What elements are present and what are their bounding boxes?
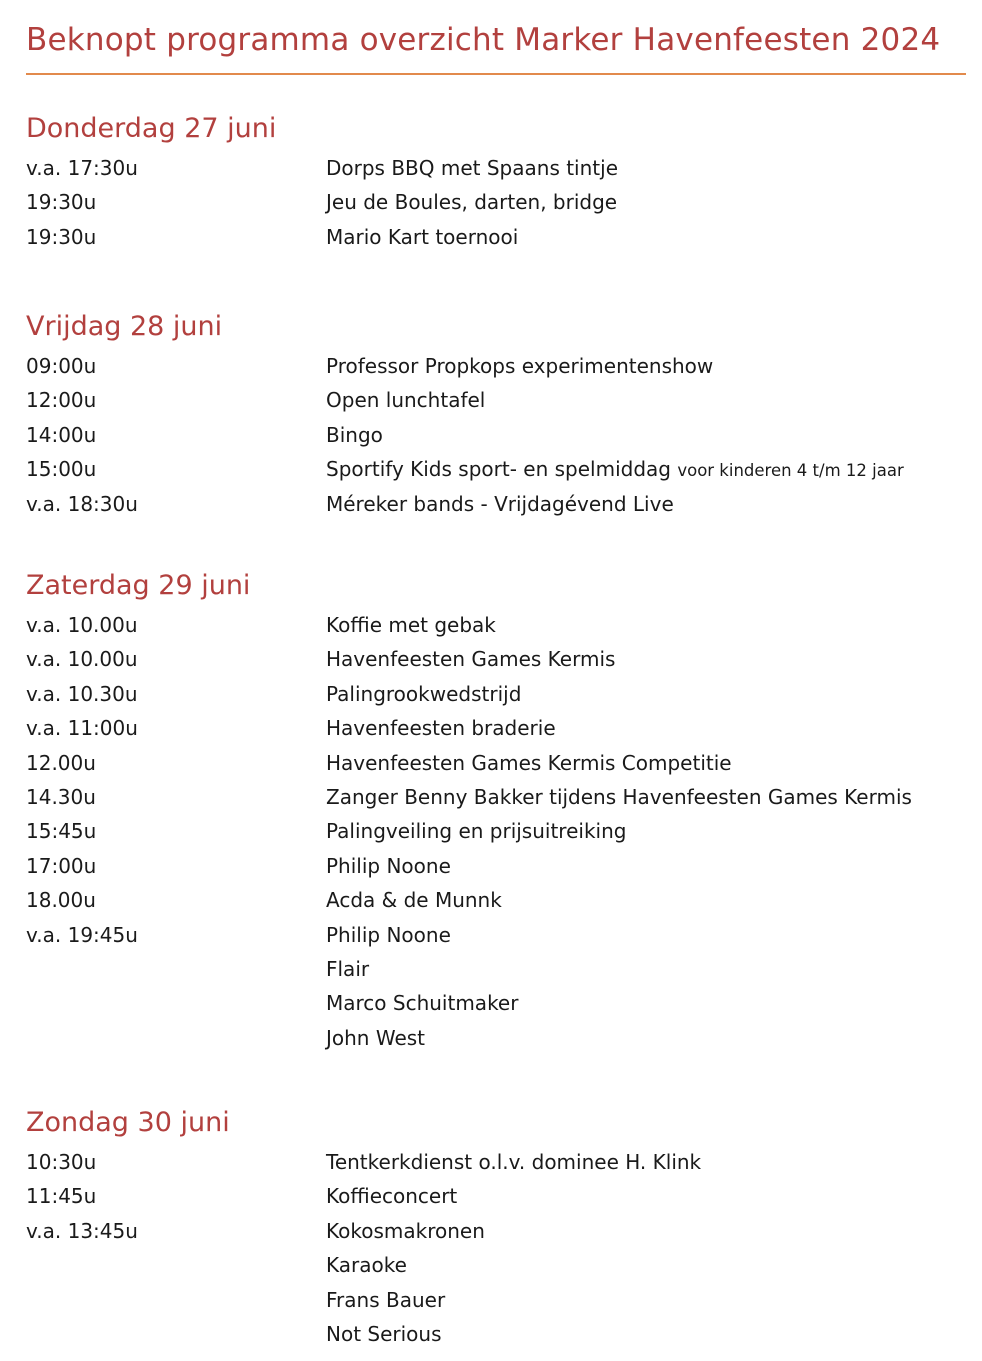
row-time: 10:30u [26,1150,97,1174]
row-event: Flair [326,956,370,981]
row-time: 19:30u [26,224,97,249]
row-time: 14:00u [26,422,97,447]
row-event: Dorps BBQ met Spaans tintje [326,156,618,180]
schedule-row [26,349,966,383]
row-time: 15:00u [26,457,97,482]
day-heading: Zondag 30 juni [26,1107,230,1138]
schedule-row [26,986,966,1020]
row-time: v.a. 10.00u [26,613,138,637]
row-event: Philip Noone [326,853,451,878]
row-event-with-note [326,452,904,488]
row-event: Mario Kart toernooi [326,224,519,249]
row-event: Philip Noone [326,922,451,947]
schedule-row [26,185,966,219]
schedule-row [26,1021,966,1055]
row-time: v.a. 10.00u [26,647,138,672]
schedule-row [26,1145,966,1179]
schedule-row [26,677,966,711]
day-section-vrijdag [26,307,966,521]
schedule-row [26,1214,966,1248]
day-heading: Vrijdag 28 juni [26,311,223,342]
row-event: Frans Bauer [326,1287,446,1312]
row-time: 18.00u [26,888,96,913]
row-event: Marco Schuitmaker [326,991,519,1016]
row-event: Havenfeesten Games Kermis Competitie [326,750,732,775]
row-event: Palingrookwedstrijd [326,681,522,706]
row-event: Tentkerkdienst o.l.v. dominee H. Klink [326,1150,702,1174]
schedule-row [26,849,966,883]
schedule-row [26,151,966,185]
row-event: Méreker bands - Vrijdagévend Live [326,491,674,516]
schedule-row [26,780,966,814]
schedule-row [26,952,966,986]
schedule-row [26,711,966,745]
schedule-row [26,746,966,780]
day-section-zaterdag [26,566,966,1055]
schedule-row [26,383,966,417]
row-event: John West [326,1025,426,1050]
row-event: Palingveiling en prijsuitreiking [326,819,627,844]
row-event: Kokosmakronen [326,1218,485,1243]
row-event: Professor Propkops experimentenshow [326,354,714,378]
schedule-row [26,1283,966,1317]
row-time: 12:00u [26,388,97,413]
title-divider [26,73,966,75]
row-time: 09:00u [26,354,97,378]
schedule-row [26,1179,966,1213]
row-time: v.a. 10.30u [26,681,138,706]
row-time: v.a. 13:45u [26,1218,138,1243]
row-event: Havenfeesten braderie [326,716,556,741]
day-section-donderdag [26,109,966,254]
day-heading: Donderdag 27 juni [26,113,277,144]
row-event: Koffie met gebak [326,613,496,637]
schedule-row [26,1317,966,1351]
schedule-row [26,883,966,917]
row-time: 19:30u [26,190,97,215]
row-event: Not Serious [326,1321,442,1346]
row-event: Acda & de Munnk [326,888,502,913]
row-time: 17:00u [26,853,97,878]
schedule-row [26,608,966,642]
row-time: v.a. 17:30u [26,156,138,180]
row-event: Koffieconcert [326,1184,458,1209]
page-title: Beknopt programma overzicht Marker Havenfeesten 2024 [26,22,941,58]
row-event: Open lunchtafel [326,388,486,413]
row-event: Karaoke [326,1253,407,1278]
schedule-row [26,918,966,952]
row-event: Havenfeesten Games Kermis [326,647,616,672]
row-event: Sportify Kids sport- en spelmiddag [326,457,671,482]
row-time: v.a. 18:30u [26,491,138,516]
schedule-row [26,220,966,254]
day-section-zondag [26,1103,966,1351]
schedule-row [26,487,966,521]
day-heading: Zaterdag 29 juni [26,570,251,601]
row-time: 12.00u [26,750,96,775]
schedule-row [26,642,966,676]
row-event: Jeu de Boules, darten, bridge [326,190,618,215]
schedule-row [26,1248,966,1282]
row-time: v.a. 19:45u [26,922,138,947]
row-time: v.a. 11:00u [26,716,138,741]
row-time: 15:45u [26,819,97,844]
schedule-row [26,452,966,486]
schedule-row [26,418,966,452]
row-event: Zanger Benny Bakker tijdens Havenfeesten Games Kermis [326,784,912,809]
row-time: 14.30u [26,784,96,809]
row-event: Bingo [326,422,383,447]
schedule-row [26,814,966,848]
row-time: 11:45u [26,1184,97,1209]
row-event-note: voor kinderen 4 t/m 12 jaar [677,461,904,481]
